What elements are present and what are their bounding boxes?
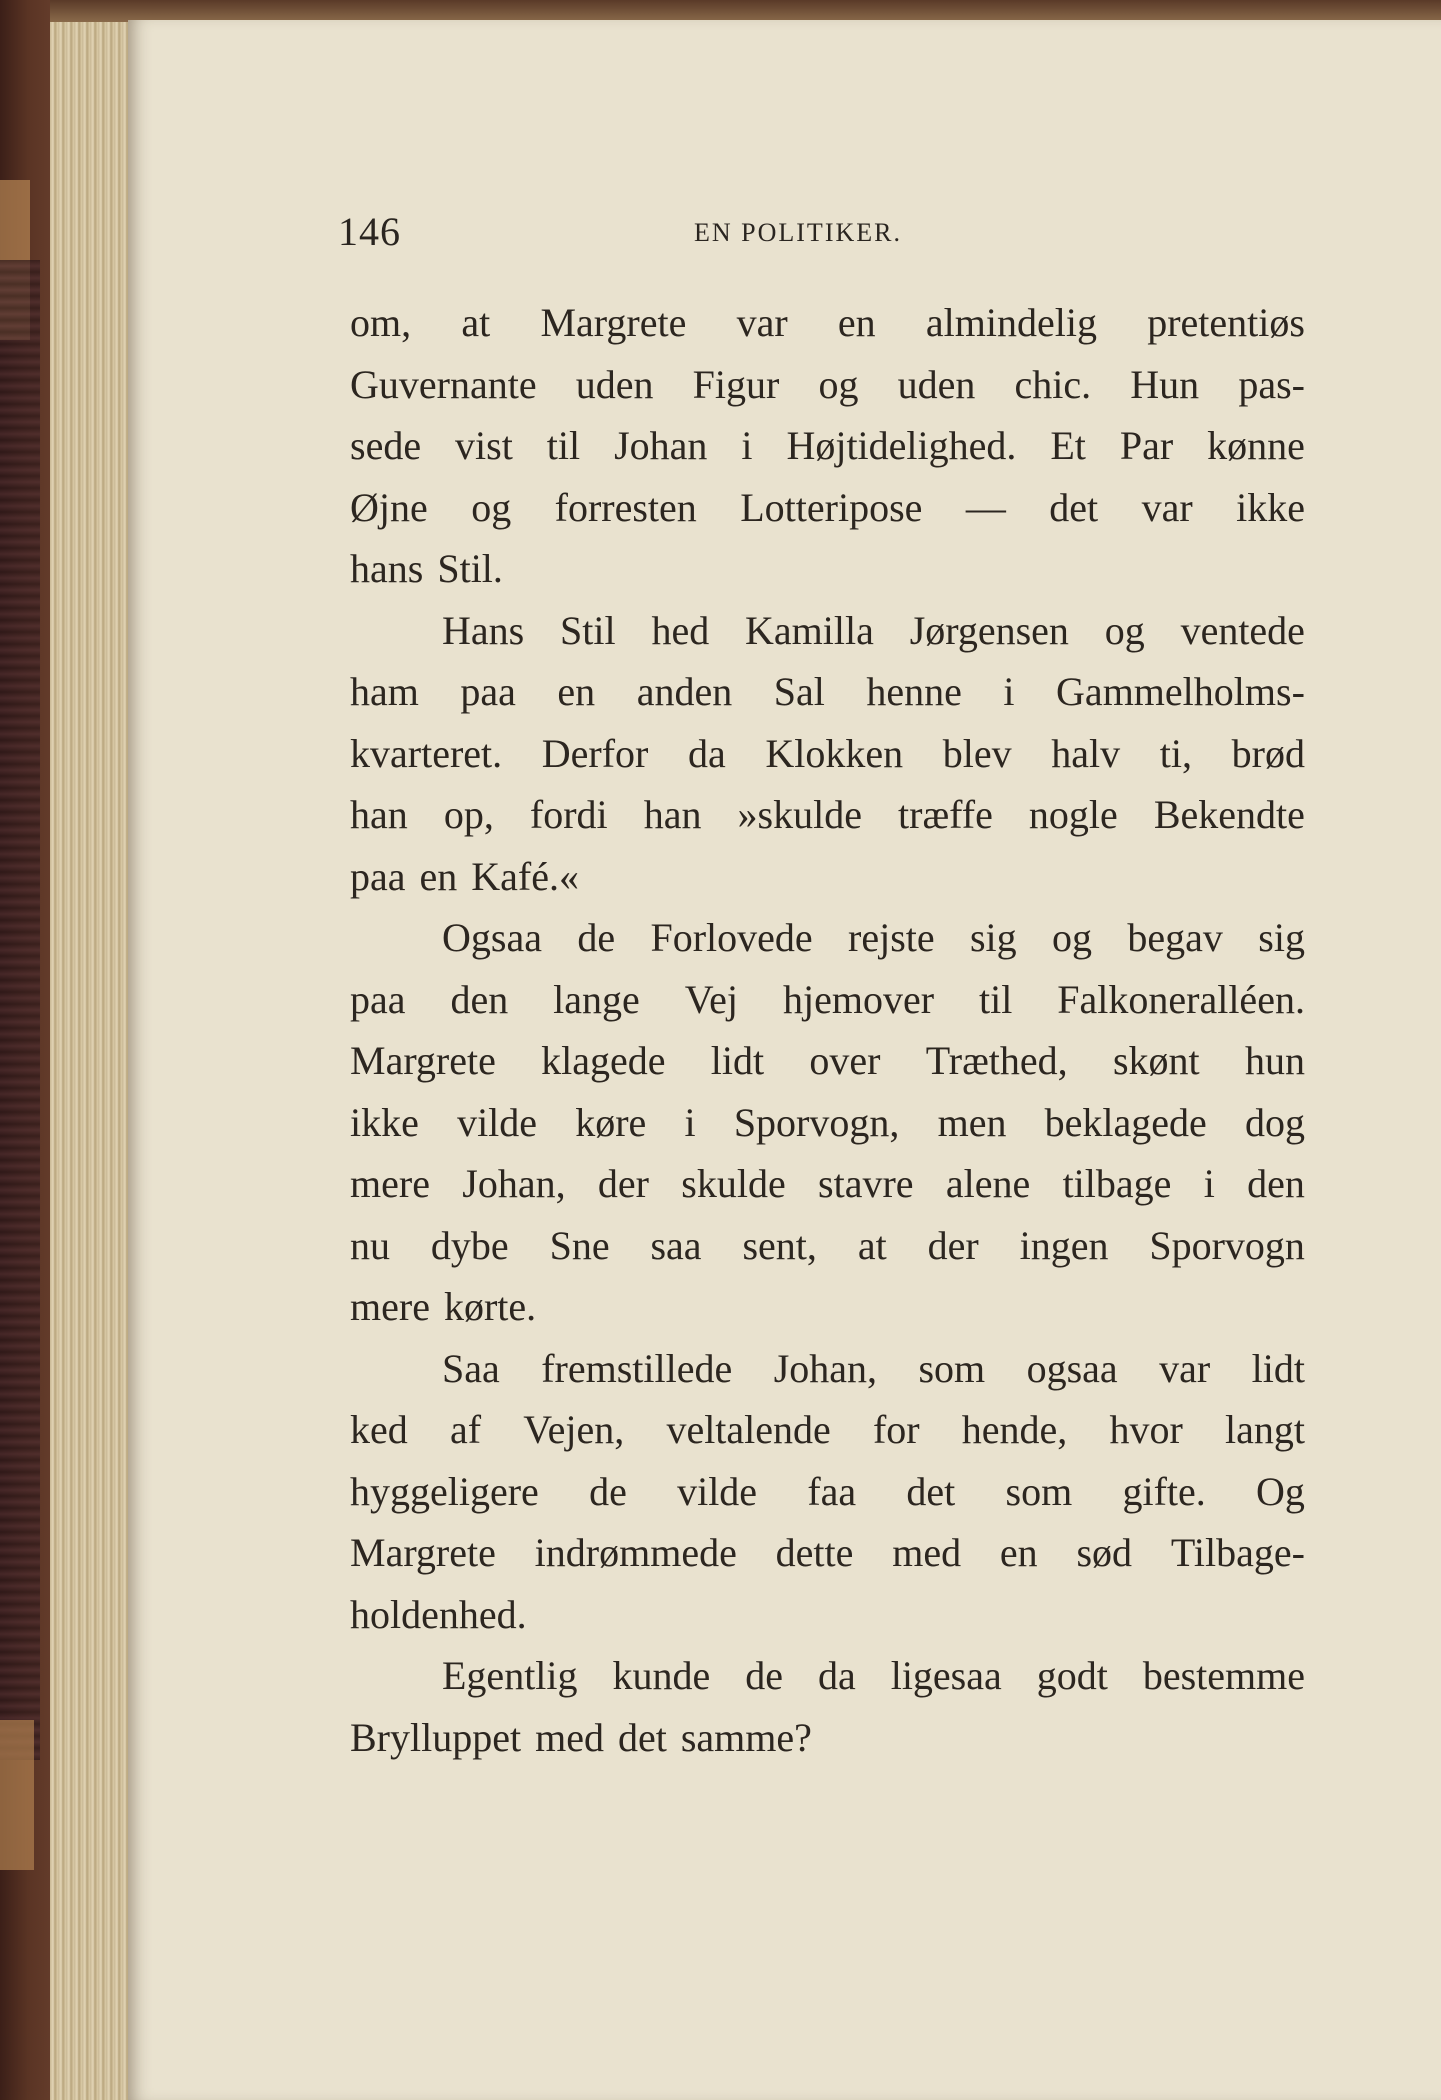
word: og <box>1104 607 1145 653</box>
word: kønne <box>1207 423 1305 468</box>
word: stavre <box>818 1161 914 1206</box>
text-line <box>350 1707 1305 1769</box>
word: Saa <box>442 1345 500 1391</box>
word: skulde <box>681 1161 786 1206</box>
word: kvarteret. <box>350 730 503 776</box>
word: begav <box>1127 915 1223 960</box>
word: Sporvogn, <box>733 1099 900 1145</box>
word: bestemme <box>1142 1653 1305 1698</box>
word: men <box>937 1099 1007 1145</box>
page-number: 146 <box>338 209 401 254</box>
word: dybe <box>430 1222 509 1268</box>
word: beklagede <box>1044 1099 1207 1145</box>
word: nu <box>350 1222 390 1268</box>
word: af <box>449 1407 482 1452</box>
word: sede <box>350 423 422 468</box>
word: hed <box>651 607 710 653</box>
text-line <box>350 1399 1305 1461</box>
word: ked <box>350 1407 408 1452</box>
word: Sal <box>773 669 825 714</box>
word: med <box>892 1530 962 1575</box>
word: hende, <box>961 1407 1068 1452</box>
word: — <box>965 484 1006 530</box>
word: at <box>461 300 491 345</box>
text-line <box>350 1276 1305 1338</box>
word: en <box>557 669 596 714</box>
word: halv <box>1051 730 1121 776</box>
word: som <box>918 1345 986 1391</box>
word: hjemover <box>782 976 935 1022</box>
word: det <box>617 1714 667 1760</box>
word: Øjne <box>350 484 428 530</box>
word: der <box>597 1161 649 1206</box>
word: fordi <box>529 792 608 837</box>
word: Tilbage- <box>1170 1530 1305 1575</box>
word: til <box>546 423 581 468</box>
word: anden <box>636 669 733 714</box>
word: Træthed, <box>925 1038 1068 1083</box>
text-line <box>350 292 1305 354</box>
word: ligesaa <box>890 1653 1002 1698</box>
text-line <box>350 846 1305 908</box>
word: Vejen, <box>523 1407 625 1452</box>
word: almindelig <box>925 300 1097 345</box>
word: godt <box>1036 1653 1108 1698</box>
word: mere <box>350 1284 430 1329</box>
word: med <box>535 1714 604 1760</box>
word: Højtidelighed. <box>786 423 1017 468</box>
word: Hans <box>442 607 525 653</box>
word: at <box>857 1222 887 1268</box>
page-header <box>338 208 1298 258</box>
word: han <box>643 792 702 837</box>
word: Johan, <box>462 1161 566 1206</box>
word: Margrete <box>540 300 687 345</box>
word: sød <box>1076 1530 1133 1575</box>
word: henne <box>866 669 962 714</box>
word: han <box>350 792 408 837</box>
word: alene <box>945 1161 1031 1206</box>
word: pas- <box>1238 361 1305 407</box>
word: lidt <box>710 1038 765 1083</box>
text-line <box>350 969 1305 1031</box>
word: Klokken <box>765 730 904 776</box>
word: i <box>1203 1161 1215 1206</box>
text-line <box>350 354 1305 416</box>
word: ogsaa <box>1026 1345 1118 1391</box>
word: paa <box>350 853 406 899</box>
word: op, <box>443 792 494 837</box>
text-line <box>350 415 1305 477</box>
word: paa <box>460 669 516 714</box>
text-line <box>350 1092 1305 1154</box>
word: pretentiøs <box>1147 300 1305 345</box>
word: blev <box>942 730 1012 776</box>
text-line <box>350 723 1305 785</box>
word: en <box>419 853 458 899</box>
word: Margrete <box>350 1038 496 1083</box>
word: da <box>817 1653 856 1698</box>
word: tilbage <box>1062 1161 1172 1206</box>
word: Kamilla <box>745 607 874 653</box>
page-edges <box>50 10 135 2100</box>
word: Gammelholms- <box>1056 669 1305 714</box>
word: hun <box>1244 1038 1305 1083</box>
word: sig <box>1258 915 1305 960</box>
word: lange <box>553 976 640 1022</box>
paragraph <box>350 292 1305 600</box>
word: træffe <box>898 792 993 837</box>
word: det <box>1049 484 1099 530</box>
word: over <box>809 1038 881 1083</box>
text-line <box>350 1522 1305 1584</box>
word: Jørgensen <box>909 607 1069 653</box>
word: Forlovede <box>650 915 813 960</box>
word: Brylluppet <box>350 1714 522 1760</box>
text-line <box>350 1645 1305 1707</box>
word: i <box>1003 669 1015 714</box>
word: Johan, <box>773 1345 878 1391</box>
word: Figur <box>692 361 780 407</box>
word: hyggeligere <box>350 1468 539 1514</box>
word: sent, <box>742 1222 817 1268</box>
word: Derfor <box>541 730 649 776</box>
word: om, <box>350 300 412 345</box>
word: veltalende <box>666 1407 831 1452</box>
cover-corner-bottom <box>0 1720 34 1870</box>
word: mere <box>350 1161 430 1206</box>
cover-pattern <box>0 260 40 1760</box>
word: og <box>471 484 512 530</box>
word: det <box>906 1468 956 1514</box>
word: indrømmede <box>534 1530 737 1575</box>
word: Guvernante <box>350 361 537 407</box>
word: forresten <box>554 484 697 530</box>
text-line <box>350 1030 1305 1092</box>
word: Sporvogn <box>1149 1222 1305 1268</box>
word: Falkoneralléen. <box>1057 976 1305 1022</box>
text-line <box>350 1153 1305 1215</box>
word: lidt <box>1251 1345 1305 1391</box>
word: samme? <box>680 1714 812 1760</box>
text-line <box>350 784 1305 846</box>
text-line <box>350 1461 1305 1523</box>
running-head: EN POLITIKER. <box>694 218 902 247</box>
word: paa <box>350 976 406 1022</box>
word: Bekendte <box>1153 792 1305 837</box>
word: kørte. <box>443 1284 537 1329</box>
word: da <box>688 730 726 776</box>
text-line <box>350 1584 1305 1646</box>
word: Stil <box>560 607 616 653</box>
word: Et <box>1050 423 1086 468</box>
text-line <box>350 1338 1305 1400</box>
word: skønt <box>1112 1038 1200 1083</box>
word: Egentlig <box>442 1653 578 1698</box>
word: langt <box>1224 1407 1305 1452</box>
word: en <box>999 1530 1038 1575</box>
word: Stil. <box>437 546 503 591</box>
text-line <box>350 661 1305 723</box>
word: fremstillede <box>541 1345 733 1391</box>
word: Lotteripose <box>740 484 923 530</box>
body-text <box>350 292 1305 1768</box>
word: og <box>818 361 859 407</box>
word: ham <box>350 669 419 714</box>
word: dette <box>775 1530 854 1575</box>
word: nogle <box>1028 792 1118 837</box>
word: rejste <box>848 915 935 960</box>
word: sig <box>969 915 1017 960</box>
word: de <box>577 915 616 960</box>
word: holdenhed. <box>350 1591 527 1637</box>
paragraph <box>350 1645 1305 1768</box>
text-line <box>350 538 1305 600</box>
word: Og <box>1256 1468 1305 1514</box>
word: gifte. <box>1122 1468 1206 1514</box>
text-line <box>350 600 1305 662</box>
book-top-edge <box>50 0 1441 22</box>
word: var <box>1159 1345 1211 1391</box>
word: saa <box>650 1222 702 1268</box>
word: hans <box>350 546 424 591</box>
word: Hun <box>1130 361 1200 407</box>
word: den <box>450 976 509 1022</box>
word: der <box>927 1222 979 1268</box>
word: klagede <box>541 1038 666 1083</box>
word: en <box>837 300 876 345</box>
word: de <box>745 1653 783 1698</box>
word: i <box>741 423 753 468</box>
word: faa <box>807 1468 857 1514</box>
word: Sne <box>549 1222 610 1268</box>
word: hvor <box>1109 1407 1183 1452</box>
word: til <box>978 976 1013 1022</box>
text-line <box>350 1215 1305 1277</box>
word: køre <box>575 1099 647 1145</box>
word: ikke <box>1236 484 1305 530</box>
word: og <box>1052 915 1093 960</box>
word: »skulde <box>737 792 862 837</box>
word: brød <box>1231 730 1305 776</box>
word: uden <box>897 361 976 407</box>
word: kunde <box>612 1653 711 1698</box>
word: vist <box>455 423 513 468</box>
paragraph <box>350 600 1305 908</box>
word: Margrete <box>350 1530 496 1575</box>
word: Johan <box>614 423 708 468</box>
word: de <box>589 1468 627 1514</box>
word: Ogsaa <box>442 915 542 960</box>
word: Kafé.« <box>471 853 579 899</box>
word: den <box>1247 1161 1305 1206</box>
word: ti, <box>1159 730 1193 776</box>
word: var <box>736 300 788 345</box>
text-line <box>350 477 1305 539</box>
paragraph <box>350 907 1305 1338</box>
word: dog <box>1244 1099 1305 1145</box>
word: Par <box>1119 423 1174 468</box>
word: som <box>1005 1468 1073 1514</box>
word: vilde <box>677 1468 758 1514</box>
paragraph <box>350 1338 1305 1646</box>
word: ingen <box>1019 1222 1109 1268</box>
word: var <box>1141 484 1193 530</box>
text-line <box>350 907 1305 969</box>
word: ikke <box>350 1099 419 1145</box>
word: ventede <box>1180 607 1305 653</box>
word: Vej <box>684 976 739 1022</box>
word: for <box>872 1407 920 1452</box>
word: i <box>684 1099 696 1145</box>
word: chic. <box>1014 361 1092 407</box>
word: vilde <box>457 1099 538 1145</box>
word: uden <box>575 361 654 407</box>
